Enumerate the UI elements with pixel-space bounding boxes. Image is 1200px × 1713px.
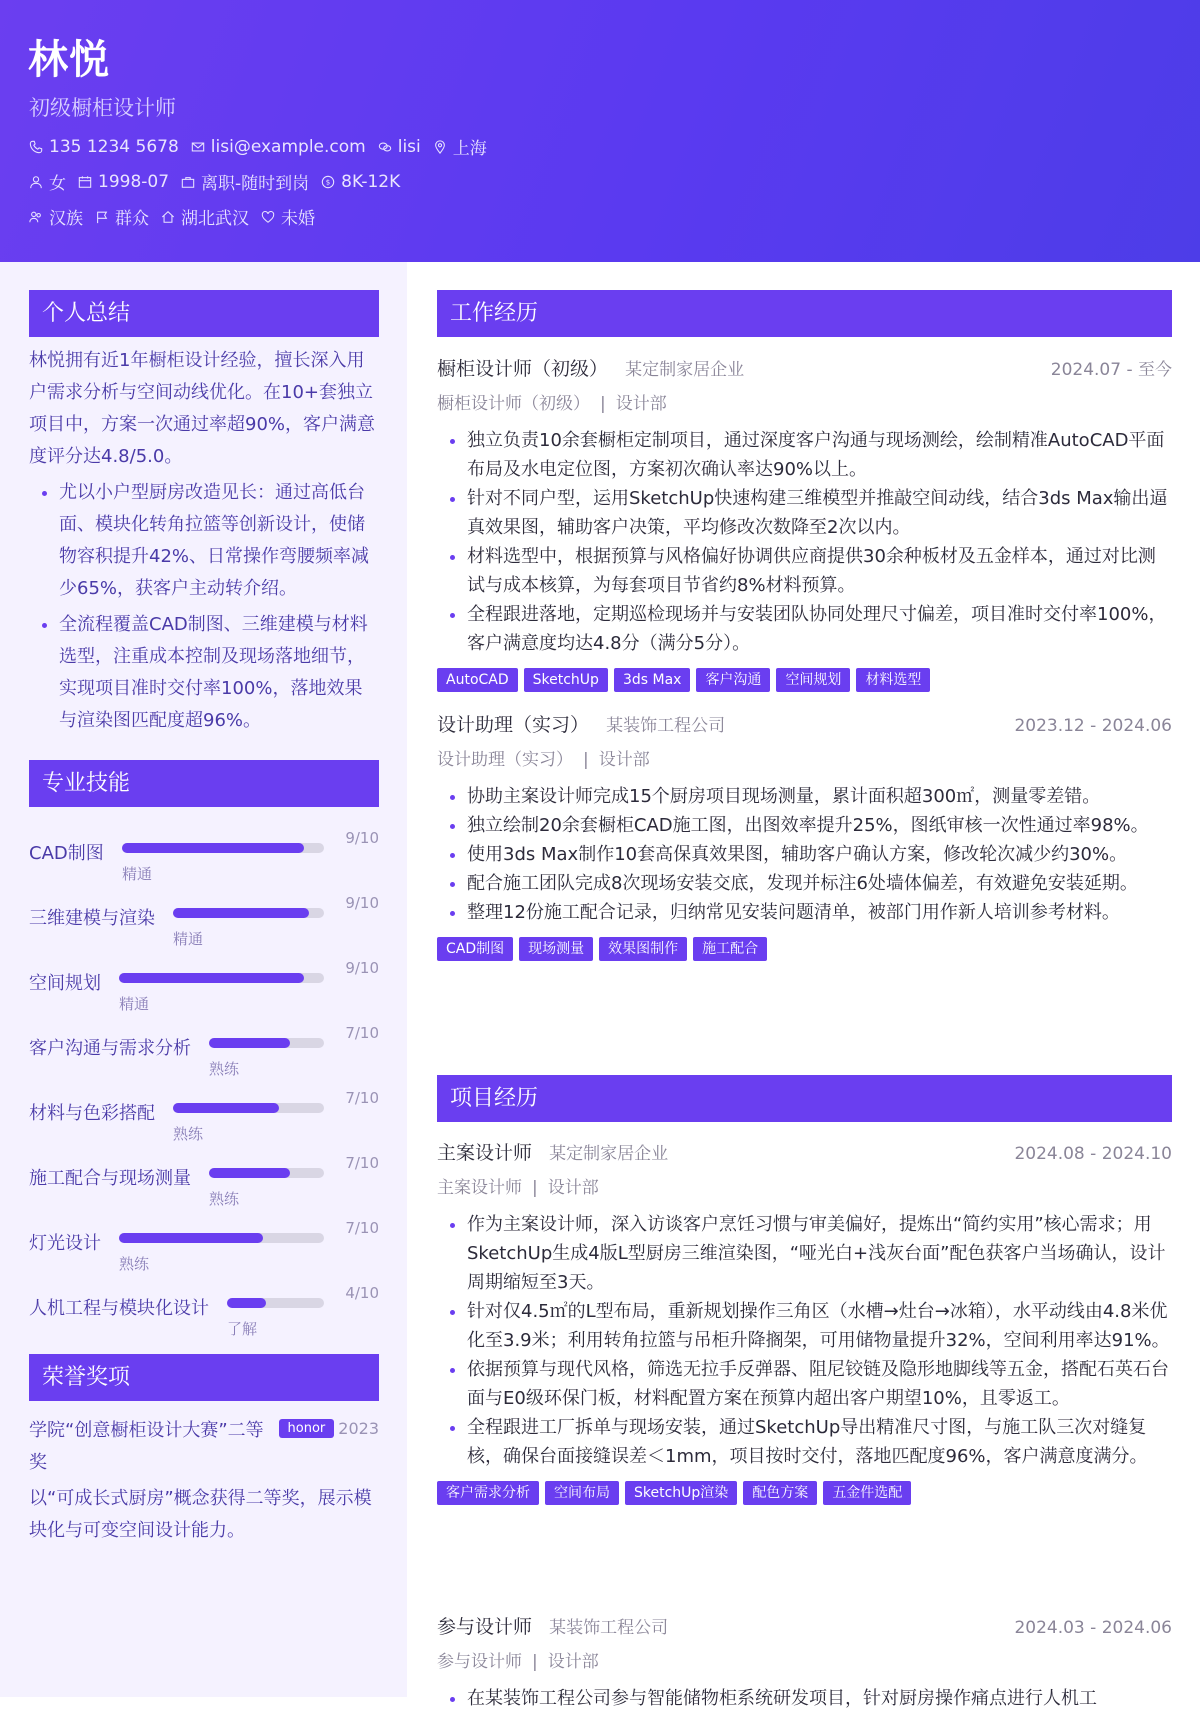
location-text: 上海 xyxy=(452,139,487,159)
project-dept: 设计部 xyxy=(547,1652,599,1672)
wechat-text: lisi xyxy=(397,136,421,157)
honor-title: 学院“创意橱柜设计大赛”二等奖 xyxy=(29,1420,264,1473)
skill-bar-fill xyxy=(227,1298,266,1308)
job-role: 橱柜设计师（初级） xyxy=(437,358,609,380)
honors-section xyxy=(29,1354,379,1547)
skill-bar xyxy=(227,1298,324,1308)
skill-bar-fill xyxy=(209,1038,290,1048)
skill-name: 施工配合与现场测量 xyxy=(29,1168,191,1189)
skill-tag: 客户沟通 xyxy=(696,668,770,692)
skill-level: 精通 xyxy=(122,865,153,883)
briefcase-icon xyxy=(181,175,195,189)
skill-level: 精通 xyxy=(119,995,150,1013)
gender-info xyxy=(29,169,66,194)
skill-name: 人机工程与模块化设计 xyxy=(29,1298,209,1319)
calendar-icon xyxy=(78,175,92,189)
projects-section-header xyxy=(437,1075,1172,1122)
honor-year: 2023 xyxy=(338,1419,379,1438)
summary-paragraph: 林悦拥有近1年橱柜设计经验，擅长深入用户需求分析与空间动线优化。在10+套独立项目中，方案一次通过率超90%，客户满意度评分达4.8/5.0。 xyxy=(29,350,376,467)
job-bullets xyxy=(437,782,1172,927)
skill-bar-fill xyxy=(209,1168,290,1178)
skill-tag: 材料选型 xyxy=(856,668,930,692)
person-icon xyxy=(29,175,43,189)
gender-text: 女 xyxy=(49,174,66,194)
skill-row xyxy=(29,1270,379,1338)
summary-bullet: • 全流程覆盖CAD制图、三维建模与材料选型，注重成本控制及现场落地细节，实现项目准时交付率100%，落地效果与渲染图匹配度超96%。 xyxy=(59,609,379,737)
background-row xyxy=(29,204,327,229)
skill-score: 7/10 xyxy=(345,1024,379,1042)
project-role: 参与设计师 xyxy=(437,1616,533,1638)
project-subrole: 参与设计师 xyxy=(437,1652,522,1672)
job-date: 2023.12 - 2024.06 xyxy=(1014,716,1172,736)
skill-row xyxy=(29,815,379,883)
skill-tag: CAD制图 xyxy=(437,937,513,961)
skill-bar-fill xyxy=(173,908,309,918)
job-bullet: • 全程跟进落地，定期巡检现场并与安装团队协同处理尺寸偏差，项目准时交付率100%，客户满意度均达4.8分（满分5分）。 xyxy=(467,600,1172,658)
job-role: 设计助理（实习） xyxy=(437,714,590,736)
job-bullet: • 独立绘制20余套橱柜CAD施工图，出图效率提升25%，图纸审核一次性通过率98%。 xyxy=(467,811,1172,840)
project-bullet: • 针对仅4.5㎡的L型布局，重新规划操作三角区（水槽→灶台→冰箱），水平动线由4.8米优化至3.9米；利用转角拉篮与吊柜升降搁架，可用储物量提升32%，空间利用率达91%。 xyxy=(467,1297,1172,1355)
skill-tag: AutoCAD xyxy=(437,668,518,692)
skill-name: CAD制图 xyxy=(29,843,104,864)
skill-row xyxy=(29,1010,379,1078)
marital-info xyxy=(261,204,315,229)
skill-row xyxy=(29,1205,379,1273)
location-icon xyxy=(433,140,447,154)
skill-tag: 空间规划 xyxy=(776,668,850,692)
project-date: 2024.08 - 2024.10 xyxy=(1014,1144,1172,1164)
skill-level: 熟练 xyxy=(209,1060,240,1078)
skill-name: 灯光设计 xyxy=(29,1233,101,1254)
job-company: 某装饰工程公司 xyxy=(606,716,726,736)
job-bullet: • 协助主案设计师完成15个厨房项目现场测量，累计面积超300㎡，测量零差错。 xyxy=(467,782,1172,811)
skill-tag: SketchUp渲染 xyxy=(625,1481,737,1505)
project-dept: 设计部 xyxy=(547,1178,599,1198)
skill-level: 熟练 xyxy=(119,1255,150,1273)
honor-description: 以“可成长式厨房”概念获得二等奖，展示模块化与可变空间设计能力。 xyxy=(29,1488,372,1541)
summary-heading: 个人总结 xyxy=(29,290,379,337)
skill-bar-fill xyxy=(173,1103,279,1113)
money-icon xyxy=(321,175,335,189)
ethnicity-text: 汉族 xyxy=(49,209,83,229)
skill-level: 精通 xyxy=(173,930,204,948)
hometown-info xyxy=(161,204,249,229)
summary-bullet: • 尤以小户型厨房改造见长：通过高低台面、模块化转角拉篮等创新设计，使储物容积提升42%、日常操作弯腰频率减少65%，获客户主动转介绍。 xyxy=(59,477,379,605)
personal-row xyxy=(29,169,412,194)
skill-name: 材料与色彩搭配 xyxy=(29,1103,155,1124)
job-tags xyxy=(437,668,1172,692)
skill-level: 熟练 xyxy=(209,1190,240,1208)
job-date: 2024.07 - 至今 xyxy=(1050,360,1172,380)
salary-text: 8K-12K xyxy=(341,171,401,192)
status-text: 离职-随时到岗 xyxy=(201,174,310,194)
work-section-header xyxy=(437,290,1172,337)
ethnicity-info xyxy=(29,204,83,229)
salary-info xyxy=(321,172,400,192)
wechat-icon xyxy=(378,140,392,154)
phone-info xyxy=(29,137,179,157)
honor-item xyxy=(29,1415,379,1479)
skill-bar xyxy=(209,1168,324,1178)
honor-meta xyxy=(279,1419,379,1438)
honors-heading: 荣誉奖项 xyxy=(29,1354,379,1401)
project-bullet: • 依据预算与现代风格，筛选无拉手反弹器、阻尼铰链及隐形地脚线等五金，搭配石英石台面与E0级环保门板，材料配置方案在预算内超出客户期望10%，且零返工。 xyxy=(467,1355,1172,1413)
political-text: 群众 xyxy=(115,209,149,229)
project-bullet: • 全程跟进工厂拆单与现场安装，通过SketchUp导出精准尺寸图，与施工队三次对缝复核，确保台面接缝误差＜1mm，项目按时交付，落地匹配度96%，客户满意度满分。 xyxy=(467,1413,1172,1471)
job-bullet: • 针对不同户型，运用SketchUp快速构建三维模型并推敲空间动线，结合3ds Max输出逼真效果图，辅助客户决策，平均修改次数降至2次以内。 xyxy=(467,484,1172,542)
skill-name: 空间规划 xyxy=(29,973,101,994)
skill-bar xyxy=(209,1038,324,1048)
home-icon xyxy=(161,210,175,224)
skill-bar-fill xyxy=(119,973,304,983)
skill-score: 7/10 xyxy=(345,1219,379,1237)
skill-bar-fill xyxy=(122,843,304,853)
project-role: 主案设计师 xyxy=(437,1142,533,1164)
skill-tag: SketchUp xyxy=(524,668,608,692)
skill-bar xyxy=(119,973,324,983)
mail-icon xyxy=(191,140,205,154)
skill-name: 客户沟通与需求分析 xyxy=(29,1038,191,1059)
project-company: 某装饰工程公司 xyxy=(549,1618,669,1638)
resume-header xyxy=(0,0,1200,262)
project-tags xyxy=(437,1481,1172,1505)
skill-tag: 空间布局 xyxy=(545,1481,619,1505)
project-bullet: • 在某装饰工程公司参与智能储物柜系统研发项目，针对厨房操作痛点进行人机工 xyxy=(467,1684,1172,1713)
skill-level: 了解 xyxy=(227,1320,258,1338)
flag-icon xyxy=(95,210,109,224)
work-entry: 橱柜设计师（初级） 某定制家居企业 2024.07 - 至今 橱柜设计师（初级） | 设计部 • 独立负责10余套橱柜定制项目，通过深度客户沟通与现场测绘，绘制精准AutoCAD平面布局及水电定位图，方案初次确认率达90%以上。 • 针对不同户型，运用SketchUp快速构建三维模型并推敲空间动线，结合3ds Max输出逼真效果图，辅助客户决策，平均修改次数降至2次以内。 • 材料选型中，根据预算与风格偏好协调供应商提供30余种板材及五金样本，通过对比测试与成本核算，为每套项目节省约8%材料预算。 • 全程跟进落地，定期巡检现场并与安装团队协同处理尺寸偏差，项目准时交付率100%，客户满意度均达4.8分（满分5分）。 AutoCAD SketchUp 3ds Max 客户沟通 空间规划 材料选型 xyxy=(437,354,1172,692)
project-bullets xyxy=(437,1210,1172,1471)
job-bullet: • 整理12份施工配合记录，归纳常见安装问题清单，被部门用作新人培训参考材料。 xyxy=(467,898,1172,927)
skill-bar xyxy=(119,1233,324,1243)
email-info xyxy=(191,137,366,157)
marital-text: 未婚 xyxy=(281,209,315,229)
skill-name: 三维建模与渲染 xyxy=(29,908,155,929)
job-bullet: • 独立负责10余套橱柜定制项目，通过深度客户沟通与现场测绘，绘制精准AutoCAD平面布局及水电定位图，方案初次确认率达90%以上。 xyxy=(467,426,1172,484)
email-text: lisi@example.com xyxy=(210,136,366,157)
skill-tag: 配色方案 xyxy=(743,1481,817,1505)
project-bullet: • 作为主案设计师，深入访谈客户烹饪习惯与审美偏好，提炼出“简约实用”核心需求；用SketchUp生成4版L型厨房三维渲染图，“哑光白+浅灰台面”配色获客户当场确认，设计周期缩短至3天。 xyxy=(467,1210,1172,1297)
skill-tag: 现场测量 xyxy=(519,937,593,961)
project-company: 某定制家居企业 xyxy=(549,1144,669,1164)
skills-section xyxy=(29,760,379,1338)
skill-row xyxy=(29,945,379,1013)
skill-bar-fill xyxy=(119,1233,263,1243)
svg-text:$: $ xyxy=(325,178,331,187)
skill-tag: 效果图制作 xyxy=(599,937,687,961)
project-bullets xyxy=(437,1684,1172,1713)
job-tags xyxy=(437,937,1172,961)
skill-tag: 五金件选配 xyxy=(823,1481,911,1505)
skill-bar xyxy=(173,1103,324,1113)
skill-tag: 3ds Max xyxy=(614,668,690,692)
work-heading: 工作经历 xyxy=(437,290,1172,337)
job-dept: 设计部 xyxy=(598,750,650,770)
skill-level: 熟练 xyxy=(173,1125,204,1143)
contact-row xyxy=(29,134,499,159)
job-bullets xyxy=(437,426,1172,658)
job-dept: 设计部 xyxy=(615,394,667,414)
hometown-text: 湖北武汉 xyxy=(181,209,249,229)
project-date: 2024.03 - 2024.06 xyxy=(1014,1618,1172,1638)
skill-score: 7/10 xyxy=(345,1154,379,1172)
honor-badge: honor xyxy=(279,1419,335,1438)
project-entry: 主案设计师 某定制家居企业 2024.08 - 2024.10 主案设计师 | 设计部 • 作为主案设计师，深入访谈客户烹饪习惯与审美偏好，提炼出“简约实用”核心需求；用SketchUp生成4版L型厨房三维渲染图，“哑光白+浅灰台面”配色获客户当场确认，设计周期缩短至3天。 • 针对仅4.5㎡的L型布局，重新规划操作三角区（水槽→灶台→冰箱），水平动线由4.8米优化至3.9米；利用转角拉篮与吊柜升降搁架，可用储物量提升32%，空间利用率达91%。 • 依据预算与现代风格，筛选无拉手反弹器、阻尼铰链及隐形地脚线等五金，搭配石英石台面与E0级环保门板，材料配置方案在预算内超出客户期望10%，且零返工。 • 全程跟进工厂拆单与现场安装，通过SketchUp导出精准尺寸图，与施工队三次对缝复核，确保台面接缝误差＜1mm，项目按时交付，落地匹配度96%，客户满意度满分。 客户需求分析 空间布局 SketchUp渲染 配色方案 五金件选配 xyxy=(437,1138,1172,1505)
status-info xyxy=(181,169,309,194)
project-entry: 参与设计师 某装饰工程公司 2024.03 - 2024.06 参与设计师 | 设计部 • 在某装饰工程公司参与智能储物柜系统研发项目，针对厨房操作痛点进行人机工 xyxy=(437,1612,1172,1713)
political-info xyxy=(95,204,149,229)
projects-heading: 项目经历 xyxy=(437,1075,1172,1122)
skill-row xyxy=(29,1140,379,1208)
skill-score: 7/10 xyxy=(345,1089,379,1107)
summary-section xyxy=(29,290,379,741)
job-subrole: 橱柜设计师（初级） xyxy=(437,394,590,414)
location-info xyxy=(433,134,487,159)
skill-bar xyxy=(122,843,324,853)
candidate-name: 林悦 xyxy=(28,37,110,83)
phone-icon xyxy=(29,140,43,154)
job-bullet: • 材料选型中，根据预算与风格偏好协调供应商提供30余种板材及五金样本，通过对比测试与成本核算，为每套项目节省约8%材料预算。 xyxy=(467,542,1172,600)
wechat-info xyxy=(378,137,421,157)
project-subrole: 主案设计师 xyxy=(437,1178,522,1198)
skill-score: 9/10 xyxy=(345,829,379,847)
job-bullet: • 使用3ds Max制作10套高保真效果图，辅助客户确认方案，修改轮次减少约30%。 xyxy=(467,840,1172,869)
skills-heading: 专业技能 xyxy=(29,760,379,807)
summary-bullets xyxy=(29,477,379,737)
skill-score: 9/10 xyxy=(345,894,379,912)
skill-row xyxy=(29,880,379,948)
job-company: 某定制家居企业 xyxy=(625,360,745,380)
skills-list xyxy=(29,815,379,1338)
birth-text: 1998-07 xyxy=(98,171,170,192)
job-subrole: 设计助理（实习） xyxy=(437,750,573,770)
people-icon xyxy=(29,210,43,224)
work-entry: 设计助理（实习） 某装饰工程公司 2023.12 - 2024.06 设计助理（实习） | 设计部 • 协助主案设计师完成15个厨房项目现场测量，累计面积超300㎡，测量零差错。 • 独立绘制20余套橱柜CAD施工图，出图效率提升25%，图纸审核一次性通过率98%。 • 使用3ds Max制作10套高保真效果图，辅助客户确认方案，修改轮次减少约30%。 • 配合施工团队完成8次现场安装交底，发现并标注6处墙体偏差，有效避免安装延期。 • 整理12份施工配合记录，归纳常见安装问题清单，被部门用作新人培训参考材料。 CAD制图 现场测量 效果图制作 施工配合 xyxy=(437,710,1172,961)
candidate-title: 初级橱柜设计师 xyxy=(29,96,176,120)
skill-row xyxy=(29,1075,379,1143)
skill-tag: 客户需求分析 xyxy=(437,1481,539,1505)
job-bullet: • 配合施工团队完成8次现场安装交底，发现并标注6处墙体偏差，有效避免安装延期。 xyxy=(467,869,1172,898)
skill-tag: 施工配合 xyxy=(693,937,767,961)
skill-score: 9/10 xyxy=(345,959,379,977)
heart-icon xyxy=(261,210,275,224)
skill-bar xyxy=(173,908,324,918)
skill-score: 4/10 xyxy=(345,1284,379,1302)
birth-info xyxy=(78,172,169,192)
phone-text: 135 1234 5678 xyxy=(49,136,179,157)
